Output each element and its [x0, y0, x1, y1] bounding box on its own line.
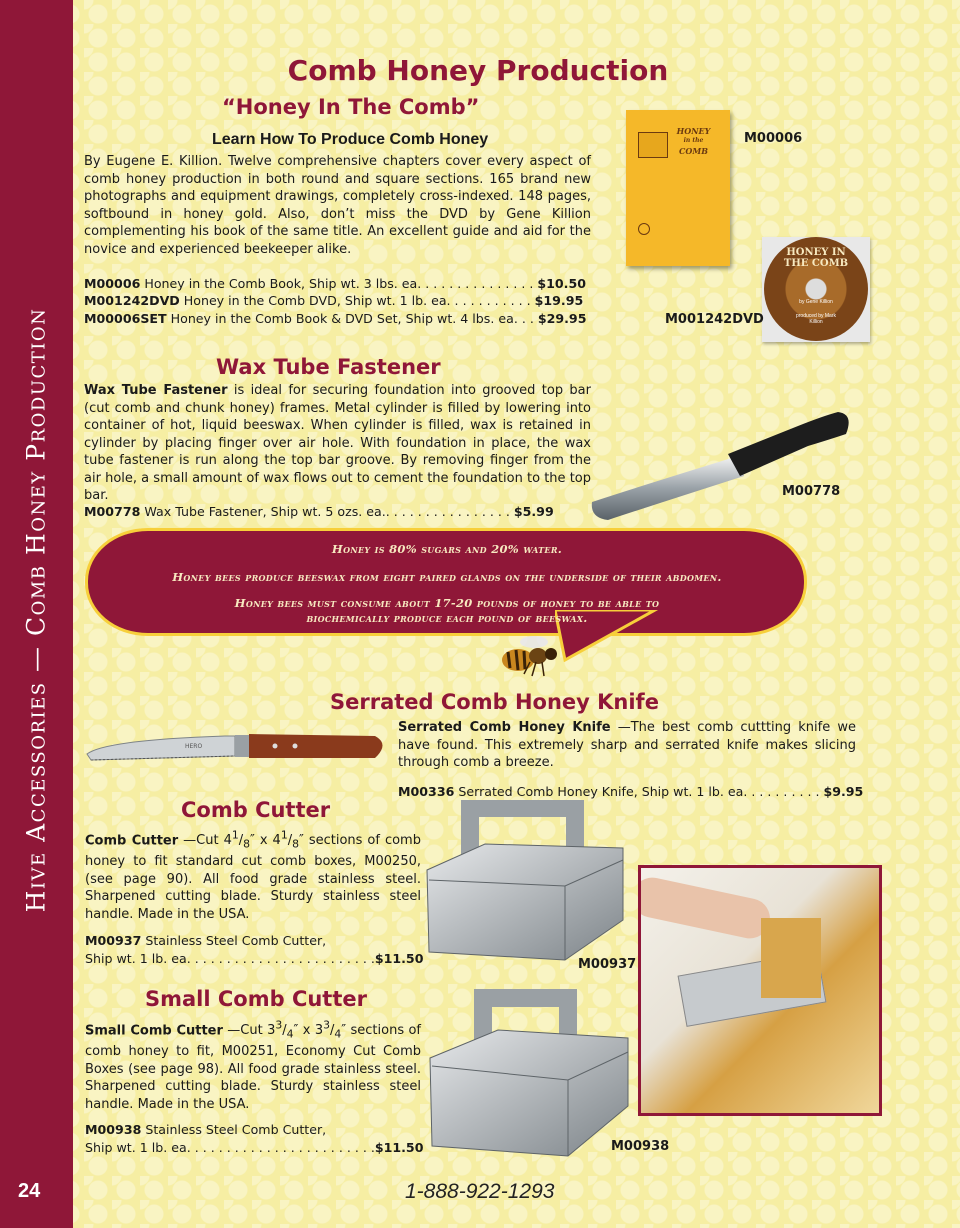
price-line: M00006 Honey in the Comb Book, Ship wt. 3 lbs. ea. . . . . . . . . . . . . . . $10.50 [84, 276, 586, 291]
small-cutter-description: Small Comb Cutter —Cut $3^3/_4''$ x $3^3/_4''$ sections of comb honey to fit, M00251, Economy Cut Comb Boxes (see page 98). All food grade stainless steel. Sharpened cutting blade. Sturdy stainless steel handle. Made in the USA. [85, 1019, 421, 1112]
phone-number: 1-888-922-1293 [405, 1180, 555, 1203]
book-description: By Eugene E. Killion. Twelve comprehensive chapters cover every aspect of comb honey production in both round and square sections. 165 brand new photographs and equipment drawings, completely cross-indexed. 148 pages, softbound in honey gold. Also, don’t miss the DVD by Gene Killion complementing his book of the same title. An excellent guide and aid for the novice and experienced beekeeper alike. [84, 154, 591, 257]
cutter-image [425, 800, 625, 968]
cutter-in-use-photo [638, 865, 882, 1116]
bee-icon [496, 630, 568, 680]
wax-description: Wax Tube Fastener is ideal for securing foundation into grooved top bar (cut comb and chunk honey) frames. Metal cylinder is filled by lowering into container of hot, liquid beeswax. When cylinder is filled, wax is retained in cylinder by placing finger over air hole. With foundation in place, the wax tube fastener is run along the top bar groove. By removing finger from the air hole, a small amount of wax flows out to cement the foundation to the top bar. [84, 383, 591, 503]
sidebar [0, 0, 73, 1228]
price-line: M00006SET Honey in the Comb Book & DVD Set, Ship wt. 4 lbs. ea. . . $29.95 [84, 311, 587, 326]
cutter-price-line: M00937 Stainless Steel Comb Cutter, Ship wt. 1 lb. ea. . . . . . . . . . . . . . . . . . . . . . . .$11.50 [85, 933, 424, 966]
wax-code-label: M00778 [782, 484, 841, 499]
fact-text: Honey bees produce beeswax from eight paired glands on the underside of their abdomen. [172, 570, 722, 584]
wax-title: Wax Tube Fastener [216, 355, 441, 379]
wax-tube-image [588, 410, 853, 522]
page-title: Comb Honey Production [287, 54, 669, 87]
small-cutter-price-line: M00938 Stainless Steel Comb Cutter, Ship wt. 1 lb. ea. . . . . . . . . . . . . . . . . . . . . . . .$11.50 [85, 1122, 424, 1155]
knife-image [85, 730, 390, 766]
dvd-image: HONEY IN THE COMB by Gene Killion produced by Mark Killion [762, 237, 870, 342]
page-number: 24 [18, 1180, 41, 1202]
knife-description: Serrated Comb Honey Knife —The best comb cuttting knife we have found. This extremely sharp and serrated knife makes slicing through comb a breeze. [398, 720, 856, 770]
fact-text: Honey is 80% sugars and 20% water. [331, 542, 563, 556]
small-cutter-image [428, 988, 630, 1160]
fact-text: Honey bees must consume about 17-20 pounds of honey to be able to [234, 596, 660, 610]
small-cutter-code-label: M00938 [611, 1139, 670, 1154]
small-cutter-title: Small Comb Cutter [145, 987, 367, 1011]
knife-price-line: M00336 Serrated Comb Honey Knife, Ship wt. 1 lb. ea. . . . . . . . . . $9.95 [398, 784, 864, 799]
book-cover-image: HONEY in the COMB [626, 110, 730, 266]
price-line: M001242DVD Honey in the Comb DVD, Ship wt. 1 lb. ea. . . . . . . . . . . $19.95 [84, 293, 584, 308]
wax-price-line: M00778 Wax Tube Fastener, Ship wt. 5 ozs. ea.. . . . . . . . . . . . . . . . $5.99 [84, 504, 554, 519]
book-code-label: M00006 [744, 131, 803, 146]
book-subtitle: Learn How To Produce Comb Honey [212, 131, 489, 148]
book-title: “Honey In The Comb” [222, 95, 480, 119]
fact-text: biochemically produce each pound of beeswax. [306, 611, 588, 625]
dvd-code-label: M001242DVD [665, 312, 764, 327]
cutter-title: Comb Cutter [181, 798, 331, 822]
knife-title: Serrated Comb Honey Knife [330, 690, 659, 714]
cutter-code-label: M00937 [578, 957, 637, 972]
sidebar-title: Hive Accessories — Comb Honey Production [21, 307, 51, 913]
svg-text:HERO: HERO [185, 743, 203, 750]
cutter-description: Comb Cutter —Cut $4^1/_8''$ x $4^1/_8''$ sections of comb honey to fit standard cut comb boxes, M00250, (see page 90). All food grade stainless steel. Sharpened cutting blade. Sturdy stainless steel handle. Made in the USA. [85, 829, 421, 922]
